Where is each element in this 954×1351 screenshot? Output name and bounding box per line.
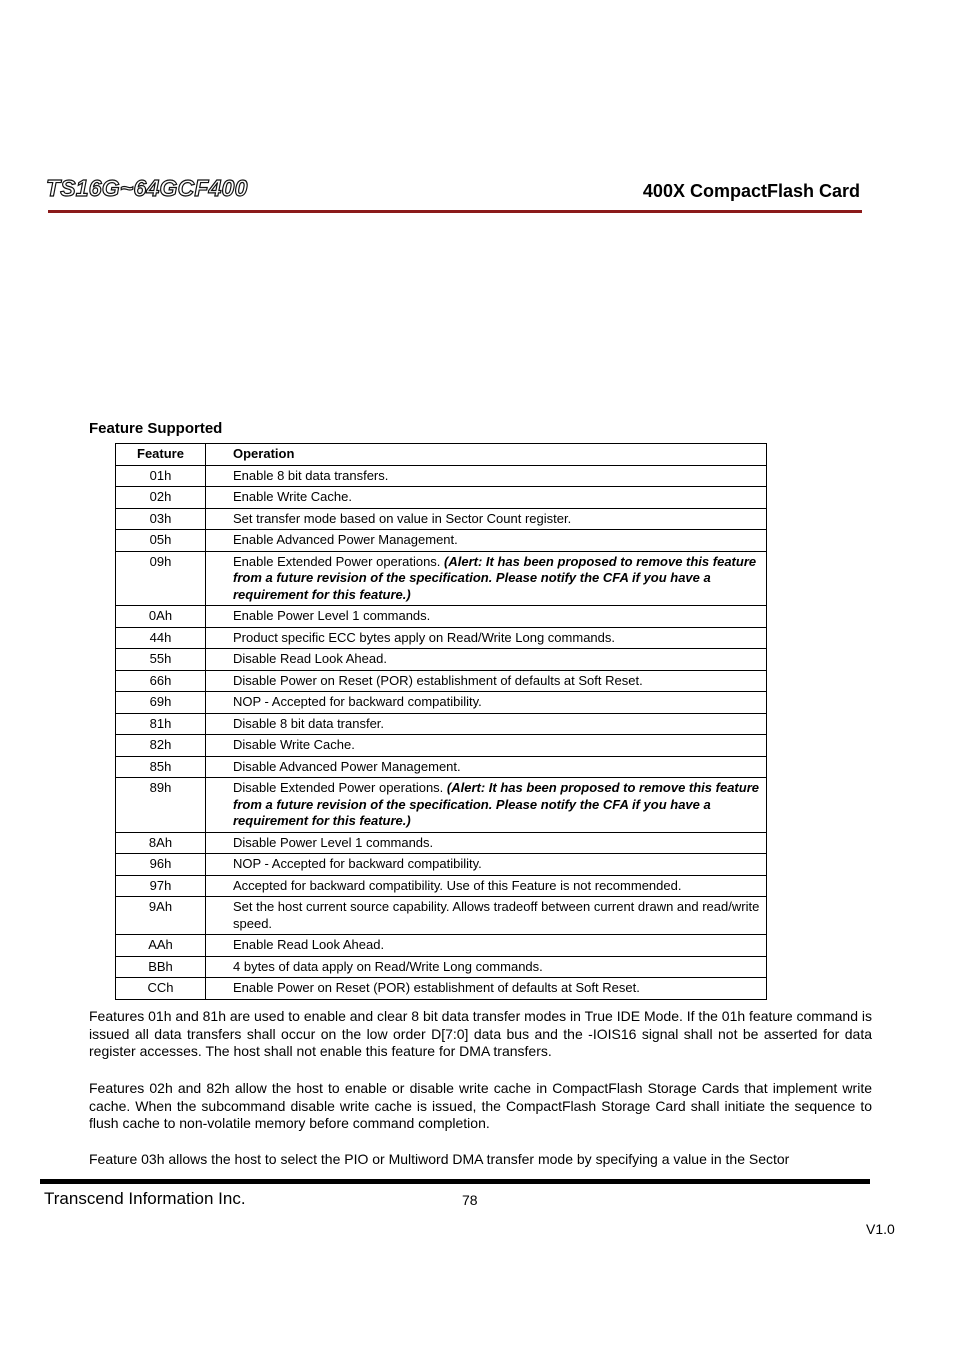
table-row (116, 756, 767, 778)
feature-code: 66h (116, 670, 206, 692)
paragraph-8bit-transfer: Features 01h and 81h are used to enable and clear 8 bit data transfer modes in True IDE Mode. If the 01h feature command is issued all data transfers shall occur on the low order D[7:0] data bus and the -IOIS16 signal shall not be asserted for data register accesses. The host shall not enable this feature for DMA transfers. (89, 1008, 872, 1059)
feature-operation (206, 756, 767, 778)
operation-text: Disable Extended Power operations. (233, 780, 444, 795)
feature-code: 9Ah (116, 897, 206, 935)
feature-code: 85h (116, 756, 206, 778)
feature-operation (206, 854, 767, 876)
feature-code: 82h (116, 735, 206, 757)
table-row (116, 530, 767, 552)
operation-text: Disable Power Level 1 commands. (233, 834, 434, 850)
operation-text: Disable Advanced Power Management. (233, 758, 461, 774)
feature-code: 69h (116, 692, 206, 714)
table-row (116, 897, 767, 935)
column-header-operation: Operation (206, 444, 767, 466)
alert-note: (Alert: It has been proposed to remove this feature from a future revision of the specification. Please notify the CFA if you have a requirement for this feature.) (233, 780, 759, 828)
feature-code: 0Ah (116, 606, 206, 628)
feature-operation (206, 956, 767, 978)
feature-operation (206, 508, 767, 530)
feature-code: 8Ah (116, 832, 206, 854)
operation-text: Disable Read Look Ahead. (233, 651, 387, 666)
version-label: V1.0 (866, 1221, 895, 1237)
operation-text: Set the host current source capability. Allows tradeoff between current drawn and read/write speed. (233, 899, 760, 931)
table-row (116, 692, 767, 714)
header-divider (48, 210, 862, 213)
paragraph-transfer-mode: Feature 03h allows the host to select the PIO or Multiword DMA transfer mode by specifying a value in the Sector (89, 1151, 790, 1167)
feature-operation (206, 670, 767, 692)
table-row (116, 465, 767, 487)
feature-code: CCh (116, 978, 206, 1000)
feature-code: 55h (116, 649, 206, 671)
column-header-feature: Feature (116, 444, 206, 466)
feature-operation (206, 692, 767, 714)
document-subtitle: 400X CompactFlash Card (642, 181, 860, 201)
feature-operation (206, 465, 767, 487)
operation-text: Enable Power Level 1 commands. (233, 608, 431, 623)
operation-text: Disable Write Cache. (233, 737, 355, 752)
feature-table (115, 443, 767, 1000)
feature-operation (206, 551, 767, 606)
table-row (116, 487, 767, 509)
feature-code: AAh (116, 935, 206, 957)
table-row (116, 832, 767, 854)
table-row (116, 935, 767, 957)
table-body (116, 465, 767, 999)
feature-operation (206, 832, 767, 854)
feature-operation (206, 606, 767, 628)
page-number: 78 (462, 1192, 478, 1208)
operation-text: Enable 8 bit data transfers. (233, 467, 389, 483)
feature-code: 89h (116, 778, 206, 833)
feature-code: 97h (116, 875, 206, 897)
feature-operation (206, 627, 767, 649)
feature-operation (206, 875, 767, 897)
operation-text: Disable 8 bit data transfer. (233, 715, 385, 731)
operation-text: NOP - Accepted for backward compatibility. (233, 856, 482, 871)
feature-code: BBh (116, 956, 206, 978)
table-row (116, 649, 767, 671)
feature-code: 44h (116, 627, 206, 649)
operation-text: Enable Advanced Power Management. (233, 532, 458, 547)
table-row (116, 713, 767, 735)
paragraph-write-cache: Features 02h and 82h allow the host to enable or disable write cache in CompactFlash Storage Cards that implement write cache. When the subcommand disable write cache is issued, the CompactFlash Storage Card shall initiate the sequence to flush cache to non-volatile memory before command completion. (89, 1080, 872, 1131)
operation-text: Disable Power on Reset (POR) establishment of defaults at Soft Reset. (233, 672, 643, 688)
feature-operation (206, 935, 767, 957)
feature-operation (206, 978, 767, 1000)
operation-text: 4 bytes of data apply on Read/Write Long commands. (233, 958, 543, 974)
operation-text: Enable Power on Reset (POR) establishment of defaults at Soft Reset. (233, 980, 640, 995)
operation-text: Set transfer mode based on value in Sector Count register. (233, 510, 572, 526)
document-title: TS16G~64GCF400 (46, 175, 248, 201)
feature-operation (206, 735, 767, 757)
operation-text: Product specific ECC bytes apply on Read/Write Long commands. (233, 629, 615, 645)
feature-operation (206, 713, 767, 735)
table-row (116, 956, 767, 978)
table-row (116, 735, 767, 757)
table-row (116, 978, 767, 1000)
feature-code: 81h (116, 713, 206, 735)
section-title: Feature Supported (89, 420, 223, 437)
feature-operation (206, 530, 767, 552)
table-row (116, 854, 767, 876)
feature-code: 02h (116, 487, 206, 509)
feature-code: 09h (116, 551, 206, 606)
operation-text: Enable Read Look Ahead. (233, 937, 385, 952)
table-row (116, 508, 767, 530)
feature-code: 05h (116, 530, 206, 552)
operation-text: Enable Extended Power operations. (233, 553, 441, 569)
footer-divider (40, 1179, 870, 1184)
feature-code: 03h (116, 508, 206, 530)
table-row (116, 778, 767, 833)
table-row (116, 670, 767, 692)
feature-operation (206, 897, 767, 935)
feature-code: 01h (116, 465, 206, 487)
feature-operation (206, 649, 767, 671)
table-row (116, 875, 767, 897)
table-row (116, 551, 767, 606)
operation-text: Accepted for backward compatibility. Use of this Feature is not recommended. (233, 877, 682, 893)
footer-company: Transcend Information Inc. (44, 1189, 246, 1208)
feature-code: 96h (116, 854, 206, 876)
operation-text: Enable Write Cache. (233, 489, 352, 504)
feature-operation (206, 778, 767, 833)
alert-note: (Alert: It has been proposed to remove this feature from a future revision of the specification. Please notify the CFA if you have a requirement for this feature.) (233, 553, 757, 602)
table-header-row (116, 444, 767, 466)
table-row (116, 606, 767, 628)
feature-operation (206, 487, 767, 509)
table-row (116, 627, 767, 649)
operation-text: NOP - Accepted for backward compatibility. (233, 694, 482, 709)
